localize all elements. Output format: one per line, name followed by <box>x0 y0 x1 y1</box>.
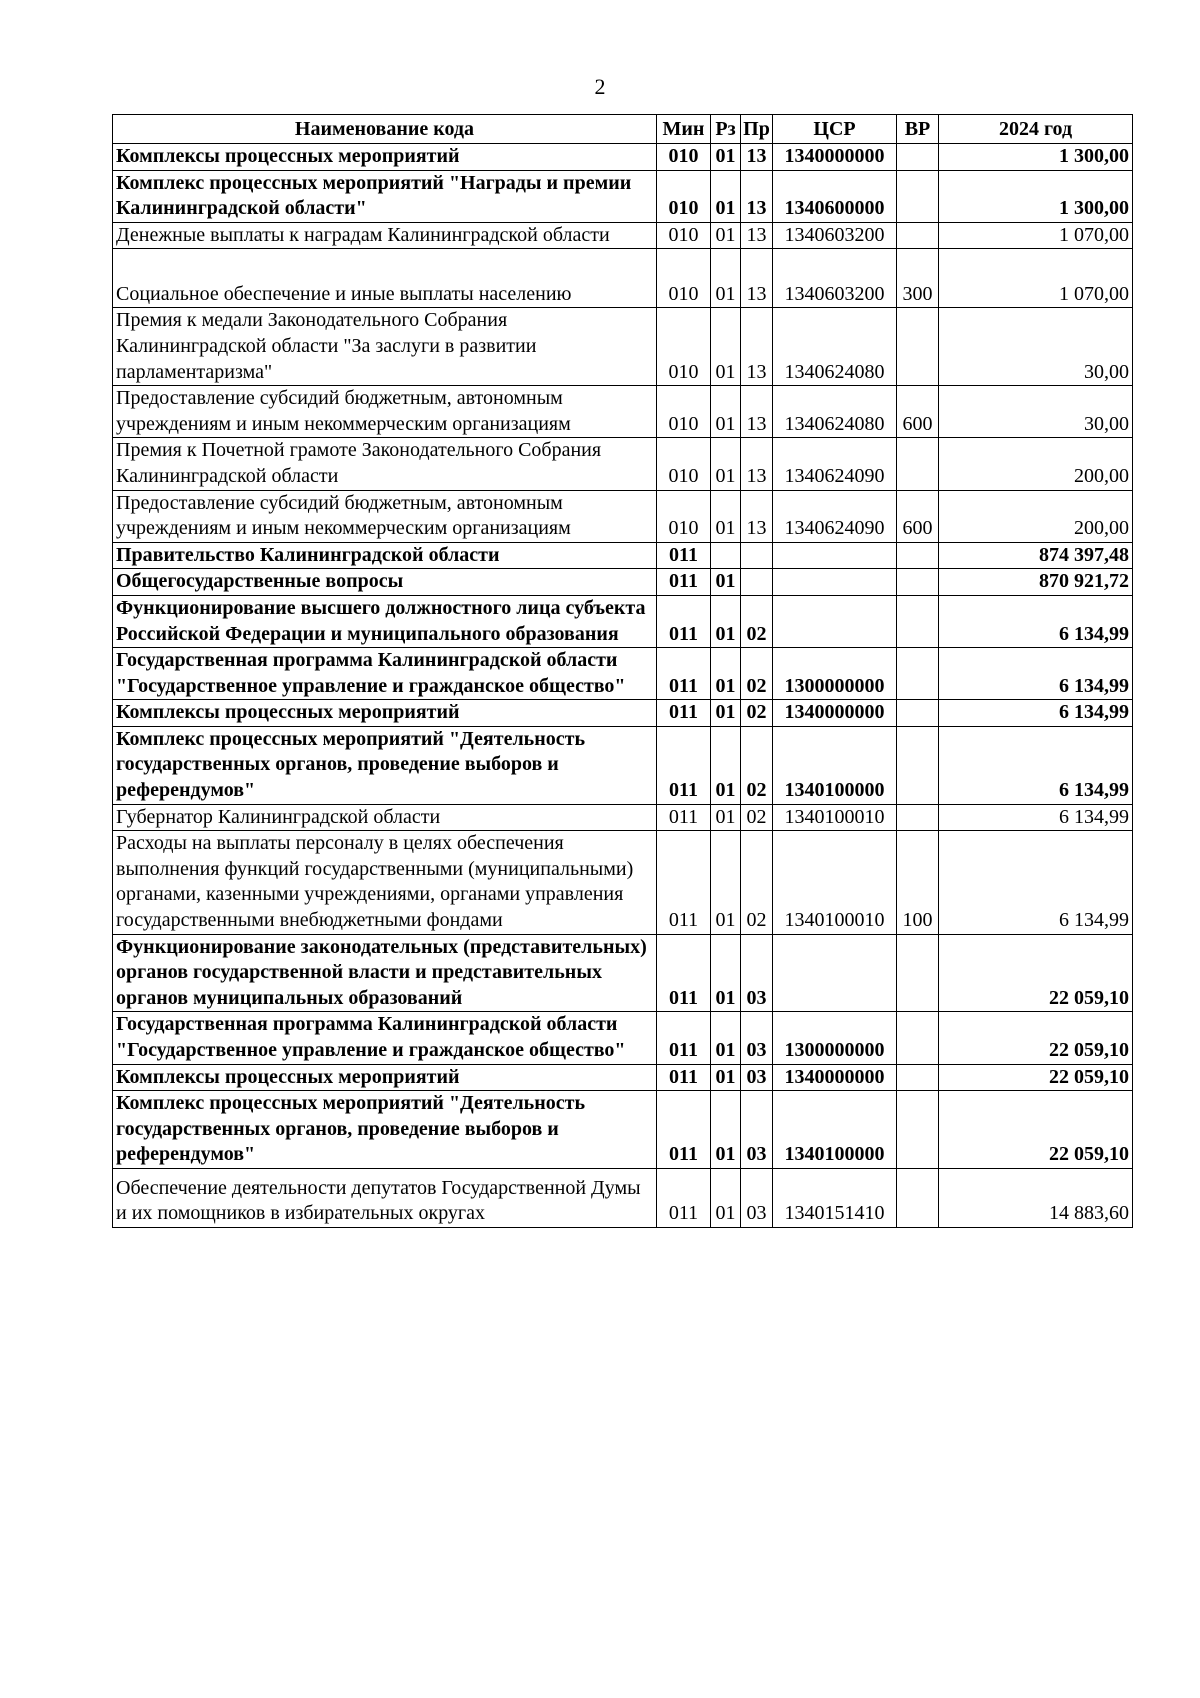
table-row <box>113 490 1133 542</box>
cell-rz: 01 <box>711 308 741 386</box>
table-row <box>113 386 1133 438</box>
cell-csr: 1340600000 <box>773 170 897 222</box>
header-pr: Пр <box>741 115 773 144</box>
cell-pr: 03 <box>741 1012 773 1064</box>
header-csr: ЦСР <box>773 115 897 144</box>
cell-name: Правительство Калининградской области <box>113 542 657 569</box>
table-header-row <box>113 115 1133 144</box>
cell-csr <box>773 934 897 1012</box>
cell-rz: 01 <box>711 1064 741 1091</box>
cell-pr: 03 <box>741 934 773 1012</box>
cell-min: 011 <box>657 831 711 934</box>
cell-csr: 1340000000 <box>773 144 897 171</box>
cell-pr: 13 <box>741 144 773 171</box>
cell-amount: 22 059,10 <box>939 934 1133 1012</box>
cell-pr: 03 <box>741 1168 773 1227</box>
cell-csr <box>773 569 897 596</box>
cell-vr <box>897 700 939 727</box>
cell-vr <box>897 1064 939 1091</box>
cell-csr: 1340100000 <box>773 1091 897 1169</box>
cell-rz: 01 <box>711 438 741 490</box>
cell-rz: 01 <box>711 700 741 727</box>
cell-pr <box>741 542 773 569</box>
table-row <box>113 1168 1133 1227</box>
cell-name: Губернатор Калининградской области <box>113 804 657 831</box>
cell-amount: 1 300,00 <box>939 144 1133 171</box>
cell-min: 011 <box>657 726 711 804</box>
cell-name: Комплекс процессных мероприятий "Награды и премии Калининградской области" <box>113 170 657 222</box>
cell-min: 011 <box>657 804 711 831</box>
cell-vr <box>897 542 939 569</box>
cell-amount: 870 921,72 <box>939 569 1133 596</box>
cell-amount: 874 397,48 <box>939 542 1133 569</box>
cell-rz <box>711 542 741 569</box>
cell-min: 011 <box>657 1064 711 1091</box>
cell-vr <box>897 595 939 647</box>
table-row <box>113 1064 1133 1091</box>
cell-amount: 200,00 <box>939 438 1133 490</box>
cell-rz: 01 <box>711 569 741 596</box>
cell-min: 011 <box>657 648 711 700</box>
cell-rz: 01 <box>711 831 741 934</box>
page-number: 2 <box>594 74 606 99</box>
cell-vr <box>897 569 939 596</box>
cell-min: 010 <box>657 490 711 542</box>
table-row <box>113 1091 1133 1169</box>
cell-amount: 1 070,00 <box>939 222 1133 249</box>
cell-pr: 13 <box>741 386 773 438</box>
cell-rz: 01 <box>711 144 741 171</box>
cell-min: 011 <box>657 1091 711 1169</box>
cell-name: Социальное обеспечение и иные выплаты населению <box>113 249 657 308</box>
cell-vr <box>897 438 939 490</box>
cell-amount: 14 883,60 <box>939 1168 1133 1227</box>
header-amount: 2024 год <box>939 115 1133 144</box>
cell-pr: 13 <box>741 249 773 308</box>
cell-csr: 1340624080 <box>773 386 897 438</box>
cell-pr: 02 <box>741 595 773 647</box>
cell-min: 011 <box>657 1012 711 1064</box>
cell-vr <box>897 308 939 386</box>
cell-vr <box>897 144 939 171</box>
cell-amount: 30,00 <box>939 308 1133 386</box>
cell-vr <box>897 1168 939 1227</box>
cell-amount: 6 134,99 <box>939 648 1133 700</box>
cell-name: Предоставление субсидий бюджетным, автономным учреждениям и иным некоммерческим организациям <box>113 386 657 438</box>
cell-min: 011 <box>657 569 711 596</box>
cell-vr <box>897 170 939 222</box>
cell-rz: 01 <box>711 648 741 700</box>
cell-rz: 01 <box>711 1168 741 1227</box>
table-row <box>113 170 1133 222</box>
cell-name: Функционирование законодательных (представительных) органов государственной власти и представительных органов муниципальных образований <box>113 934 657 1012</box>
table-row <box>113 648 1133 700</box>
cell-name: Государственная программа Калининградской области "Государственное управление и гражданское общество" <box>113 648 657 700</box>
cell-rz: 01 <box>711 386 741 438</box>
cell-amount: 200,00 <box>939 490 1133 542</box>
cell-csr: 1340100010 <box>773 831 897 934</box>
cell-csr: 1340151410 <box>773 1168 897 1227</box>
cell-name: Функционирование высшего должностного лица субъекта Российской Федерации и муниципального образования <box>113 595 657 647</box>
cell-rz: 01 <box>711 804 741 831</box>
cell-min: 011 <box>657 700 711 727</box>
cell-min: 010 <box>657 438 711 490</box>
cell-name: Премия к Почетной грамоте Законодательного Собрания Калининградской области <box>113 438 657 490</box>
header-vr: ВР <box>897 115 939 144</box>
cell-min: 011 <box>657 1168 711 1227</box>
table-row <box>113 569 1133 596</box>
cell-csr: 1340100010 <box>773 804 897 831</box>
table-body <box>113 144 1133 1228</box>
cell-csr: 1340000000 <box>773 1064 897 1091</box>
cell-amount: 1 300,00 <box>939 170 1133 222</box>
cell-name: Общегосударственные вопросы <box>113 569 657 596</box>
cell-amount: 6 134,99 <box>939 700 1133 727</box>
cell-rz: 01 <box>711 1012 741 1064</box>
cell-min: 010 <box>657 308 711 386</box>
header-rz: Рз <box>711 115 741 144</box>
cell-amount: 6 134,99 <box>939 804 1133 831</box>
cell-rz: 01 <box>711 222 741 249</box>
cell-name: Комплекс процессных мероприятий "Деятельность государственных органов, проведение выборов и референдумов" <box>113 1091 657 1169</box>
cell-rz: 01 <box>711 170 741 222</box>
cell-vr <box>897 726 939 804</box>
cell-pr: 02 <box>741 726 773 804</box>
table-row <box>113 249 1133 308</box>
cell-name: Комплекс процессных мероприятий "Деятельность государственных органов, проведение выборов и референдумов" <box>113 726 657 804</box>
cell-vr <box>897 804 939 831</box>
cell-vr: 600 <box>897 490 939 542</box>
cell-amount: 6 134,99 <box>939 831 1133 934</box>
cell-csr: 1340603200 <box>773 222 897 249</box>
cell-vr <box>897 1012 939 1064</box>
cell-name: Обеспечение деятельности депутатов Государственной Думы и их помощников в избирательных округах <box>113 1168 657 1227</box>
cell-csr <box>773 542 897 569</box>
cell-min: 010 <box>657 222 711 249</box>
cell-vr <box>897 1091 939 1169</box>
cell-pr: 02 <box>741 648 773 700</box>
cell-amount: 6 134,99 <box>939 726 1133 804</box>
cell-pr: 03 <box>741 1091 773 1169</box>
cell-amount: 6 134,99 <box>939 595 1133 647</box>
table-row <box>113 308 1133 386</box>
cell-pr: 02 <box>741 804 773 831</box>
cell-csr <box>773 595 897 647</box>
cell-min: 010 <box>657 144 711 171</box>
cell-min: 010 <box>657 170 711 222</box>
cell-csr: 1340624080 <box>773 308 897 386</box>
cell-rz: 01 <box>711 1091 741 1169</box>
cell-csr: 1300000000 <box>773 1012 897 1064</box>
cell-vr: 300 <box>897 249 939 308</box>
table-row <box>113 804 1133 831</box>
cell-pr: 13 <box>741 308 773 386</box>
table-row <box>113 831 1133 934</box>
cell-rz: 01 <box>711 726 741 804</box>
table-row <box>113 726 1133 804</box>
cell-name: Расходы на выплаты персоналу в целях обеспечения выполнения функций государственными (муниципальными) органами, казенными учреждениями, органами управления государственными внебюджетными фондами <box>113 831 657 934</box>
cell-vr <box>897 648 939 700</box>
cell-amount: 22 059,10 <box>939 1064 1133 1091</box>
cell-name: Комплексы процессных мероприятий <box>113 1064 657 1091</box>
cell-pr: 13 <box>741 438 773 490</box>
cell-csr: 1340624090 <box>773 490 897 542</box>
table-row <box>113 222 1133 249</box>
cell-vr <box>897 222 939 249</box>
cell-min: 010 <box>657 386 711 438</box>
cell-pr: 13 <box>741 222 773 249</box>
cell-pr: 13 <box>741 170 773 222</box>
cell-csr: 1340624090 <box>773 438 897 490</box>
cell-pr: 13 <box>741 490 773 542</box>
cell-vr <box>897 934 939 1012</box>
cell-pr: 02 <box>741 831 773 934</box>
cell-name: Комплексы процессных мероприятий <box>113 144 657 171</box>
cell-min: 011 <box>657 595 711 647</box>
cell-csr: 1340000000 <box>773 700 897 727</box>
cell-rz: 01 <box>711 934 741 1012</box>
cell-name: Государственная программа Калининградской области "Государственное управление и гражданское общество" <box>113 1012 657 1064</box>
table-row <box>113 595 1133 647</box>
budget-table <box>112 114 1133 1228</box>
header-name: Наименование кода <box>113 115 657 144</box>
cell-rz: 01 <box>711 595 741 647</box>
cell-amount: 30,00 <box>939 386 1133 438</box>
cell-name: Премия к медали Законодательного Собрания Калининградской области "За заслуги в развитии парламентаризма" <box>113 308 657 386</box>
cell-rz: 01 <box>711 490 741 542</box>
cell-min: 011 <box>657 542 711 569</box>
table-row <box>113 144 1133 171</box>
cell-csr: 1340100000 <box>773 726 897 804</box>
header-min: Мин <box>657 115 711 144</box>
cell-amount: 22 059,10 <box>939 1012 1133 1064</box>
cell-pr: 03 <box>741 1064 773 1091</box>
cell-amount: 22 059,10 <box>939 1091 1133 1169</box>
cell-csr: 1300000000 <box>773 648 897 700</box>
table-row <box>113 700 1133 727</box>
cell-csr: 1340603200 <box>773 249 897 308</box>
cell-name: Денежные выплаты к наградам Калининградской области <box>113 222 657 249</box>
cell-name: Предоставление субсидий бюджетным, автономным учреждениям и иным некоммерческим организациям <box>113 490 657 542</box>
cell-name: Комплексы процессных мероприятий <box>113 700 657 727</box>
cell-vr: 100 <box>897 831 939 934</box>
cell-pr: 02 <box>741 700 773 727</box>
table-row <box>113 1012 1133 1064</box>
table-row <box>113 438 1133 490</box>
cell-pr <box>741 569 773 596</box>
cell-min: 011 <box>657 934 711 1012</box>
table-row <box>113 542 1133 569</box>
cell-vr: 600 <box>897 386 939 438</box>
cell-rz: 01 <box>711 249 741 308</box>
cell-min: 010 <box>657 249 711 308</box>
cell-amount: 1 070,00 <box>939 249 1133 308</box>
table-row <box>113 934 1133 1012</box>
